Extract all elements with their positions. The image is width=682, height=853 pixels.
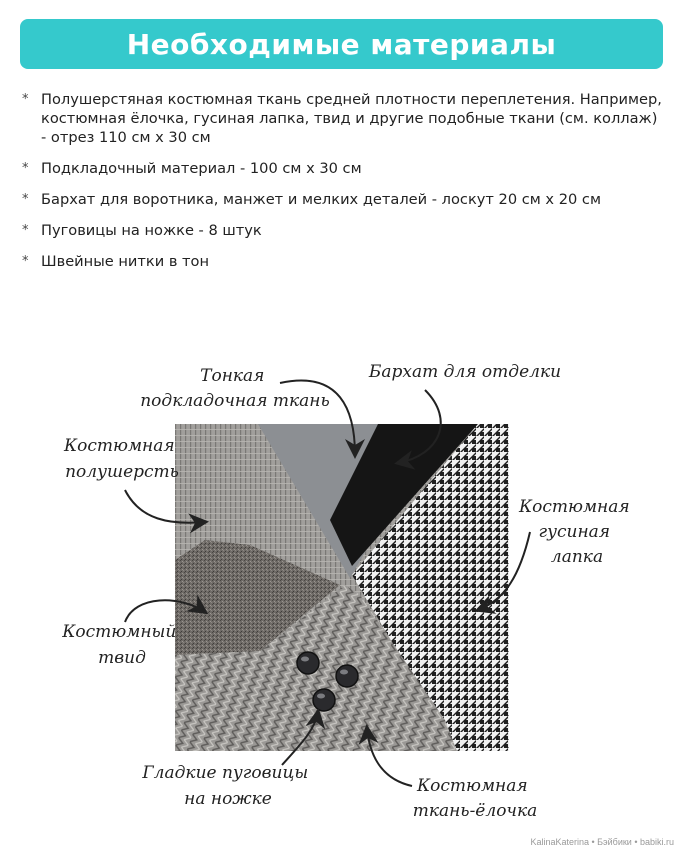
bullet-icon: * [22, 161, 29, 176]
list-item [22, 221, 662, 240]
label-semi-wool: Костюмная полушерсть [63, 436, 179, 482]
label-tweed: Костюмный твид [62, 622, 177, 668]
list-item [22, 252, 662, 271]
label-lining: Тонкая подкладочная ткань [140, 366, 330, 411]
list-item-text: Швейные нитки в тон [41, 253, 210, 270]
materials-list [22, 90, 662, 283]
list-item [22, 90, 662, 147]
image-credit: KalinaKaterina • Бэйбики • babiki.ru [530, 837, 674, 847]
section-header [20, 19, 663, 69]
button-shank [297, 652, 319, 674]
list-item [22, 190, 662, 209]
list-item [22, 159, 662, 178]
list-item-text: Полушерстяная костюмная ткань средней плотности переплетения. Например, костюмная ёлочка, гусиная лапка, твид и другие подобные ткани (см. коллаж) - отрез 110 см х 30 см [41, 91, 662, 146]
section-title: Необходимые материалы [126, 27, 557, 61]
bullet-icon: * [22, 192, 29, 207]
label-buttons: Гладкие пуговицы на ножке [142, 763, 309, 809]
list-item-text: Пуговицы на ножке - 8 штук [41, 222, 262, 239]
list-item-text: Бархат для воротника, манжет и мелких деталей - лоскут 20 см х 20 см [41, 191, 601, 208]
bullet-icon: * [22, 254, 29, 269]
list-item-text: Подкладочный материал - 100 см х 30 см [41, 160, 362, 177]
bullet-icon: * [22, 223, 29, 238]
label-velvet: Бархат для отделки [368, 362, 562, 382]
label-herringbone: Костюмная ткань-ёлочка [412, 776, 538, 821]
fabric-collage [0, 330, 682, 835]
label-houndstooth: Костюмная гусиная лапка [518, 497, 630, 567]
bullet-icon: * [22, 92, 29, 107]
button-shank [336, 665, 358, 687]
button-shank [313, 689, 335, 711]
